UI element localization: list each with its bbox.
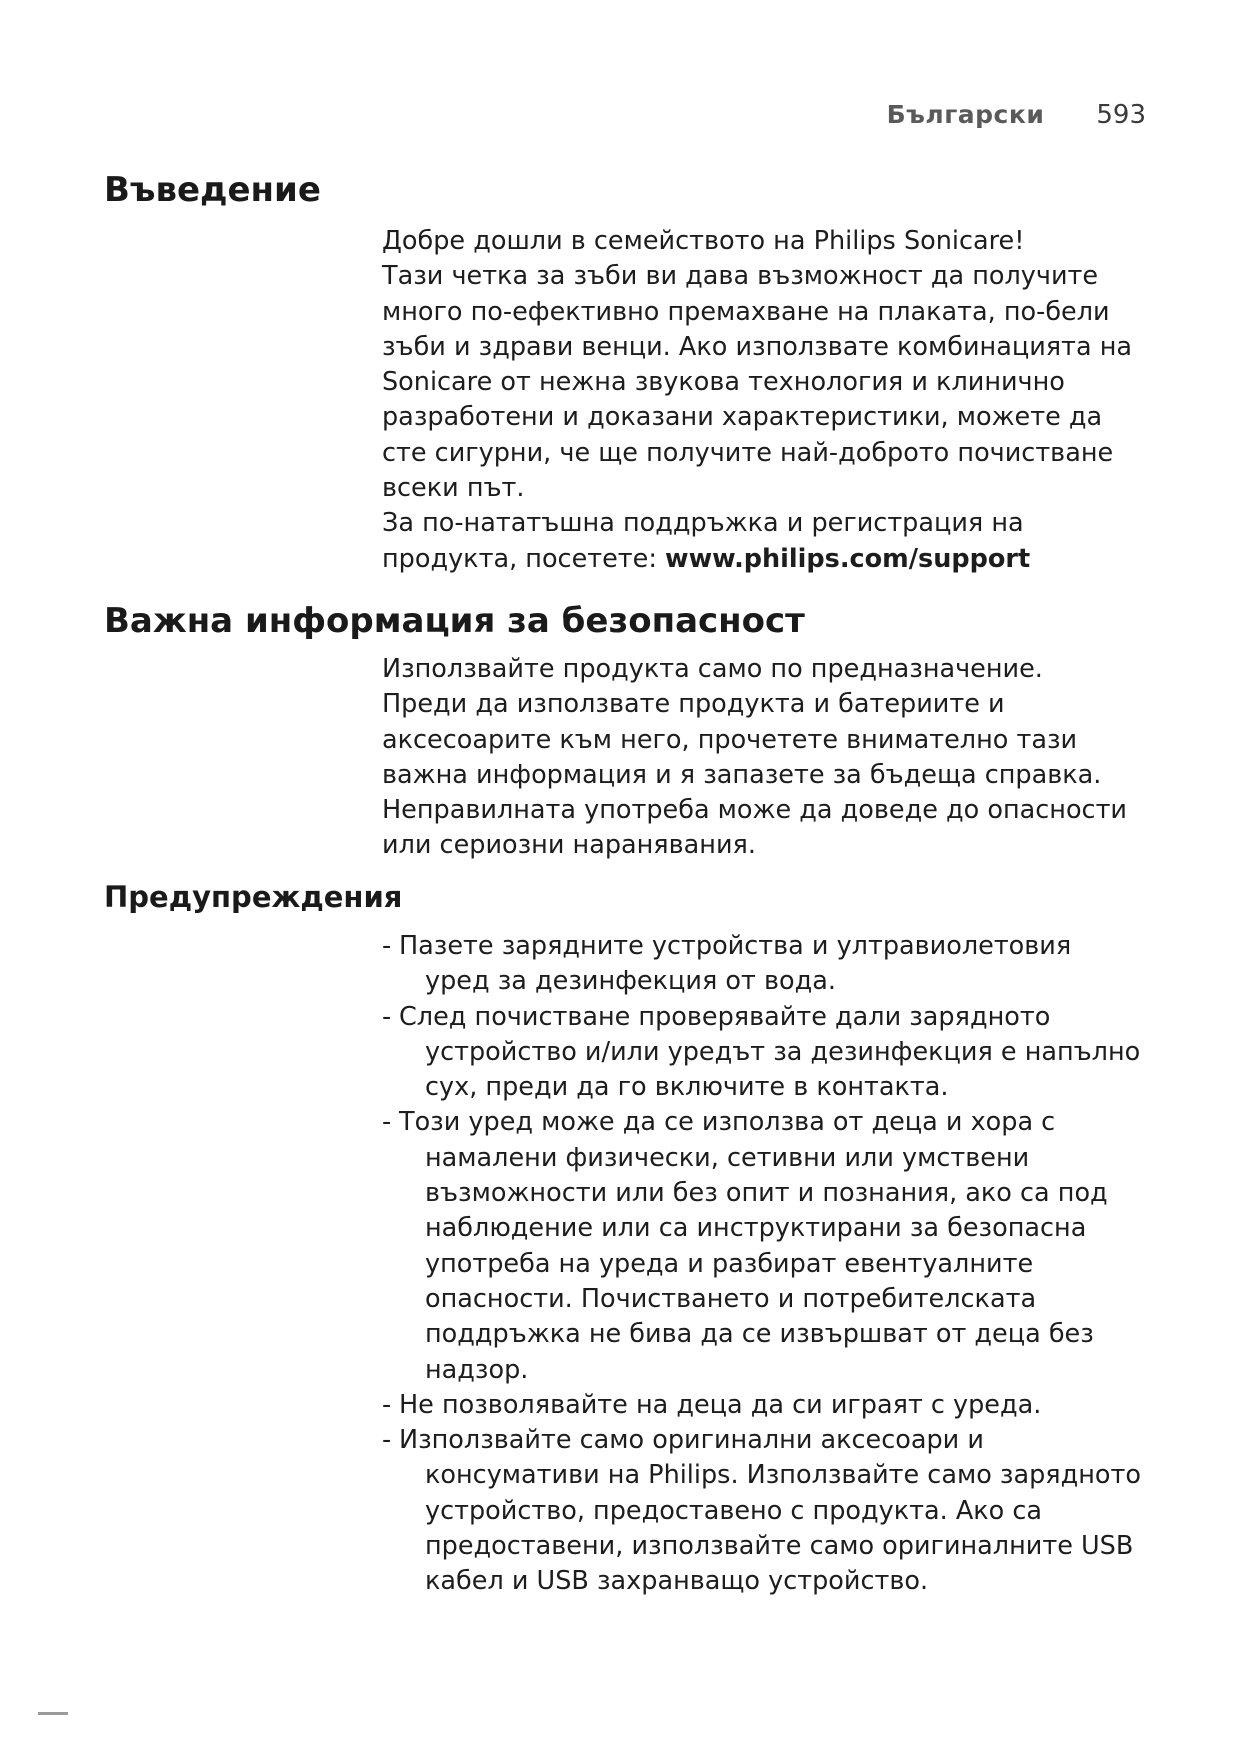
bullet-dash: - <box>382 1001 392 1032</box>
warnings-body <box>382 929 1142 1600</box>
list-item <box>382 1388 1142 1423</box>
safety-body <box>382 652 1142 864</box>
list-item <box>382 1423 1142 1599</box>
intro-paragraph: Тази четка за зъби ви дава възможност да получите много по-ефективно премахване на плаката, по-бели зъби и здрави венци. Ако използвате комбинацията на Sonicare от нежна звукова технология и клинично разработени и доказани характеристики, можете да сте сигурни, че ще получите най-доброто почистване всеки път. <box>382 261 1133 504</box>
list-item <box>382 929 1142 1000</box>
bullet-dash: - <box>382 1389 392 1420</box>
support-text: За по-нататъшна поддръжка и регистрация на продукта, посетете: <box>382 508 1024 574</box>
warning-text: Пазете зарядните устройства и ултравиолетовия уред за дезинфекция от вода. <box>399 931 1072 997</box>
safety-paragraph: Използвайте продукта само по предназначение. <box>382 654 1043 684</box>
intro-support <box>382 506 1142 577</box>
list-item <box>382 1000 1142 1106</box>
corner-mark <box>38 1712 68 1715</box>
safety-paragraph: Преди да използвате продукта и батериите и аксесоарите към него, прочетете внимателно тази важна информация и я запазете за бъдеща справка. <box>382 689 1102 790</box>
warning-text: Използвайте само оригинални аксесоари и консумативи на Philips. Използвайте само зарядното устройство, предоставено с продукта. Ако са предоставени, използвайте само оригиналните USB кабел и USB захранващо устройство. <box>399 1425 1141 1597</box>
safety-paragraph: Неправилната употреба може да доведе до опасности или сериозни наранявания. <box>382 795 1128 861</box>
warning-text: Не позволявайте на деца да си играят с уреда. <box>399 1389 1042 1420</box>
bullet-dash: - <box>382 931 392 961</box>
page-number: 593 <box>1096 100 1146 130</box>
page-header <box>887 100 1146 130</box>
support-url: www.philips.com/support <box>665 543 1031 574</box>
language-label: Български <box>886 100 1045 129</box>
warning-text: След почистване проверявайте дали зарядното устройство и/или уредът за дезинфекция е напълно сух, преди да го включите в контакта. <box>399 1001 1141 1103</box>
safety-heading: Важна информация за безопасност <box>104 601 805 641</box>
bullet-dash: - <box>382 1425 392 1456</box>
list-item <box>382 1105 1142 1387</box>
intro-paragraph: Добре дошли в семейството на Philips Sonicare! <box>382 226 1025 256</box>
warnings-heading: Предупреждения <box>104 880 403 914</box>
bullet-dash: - <box>382 1107 392 1138</box>
intro-body <box>382 224 1142 577</box>
warning-text: Този уред може да се използва от деца и хора с намалени физически, сетивни или умствени възможности или без опит и познания, ако са под наблюдение или са инструктирани за безопасна употреба на уреда и разбират евентуалните опасности. Почистването и потребителската поддръжка не бива да се извършват от деца без надзор. <box>399 1107 1108 1385</box>
warnings-list <box>382 929 1142 1600</box>
intro-heading: Въведение <box>104 170 321 210</box>
